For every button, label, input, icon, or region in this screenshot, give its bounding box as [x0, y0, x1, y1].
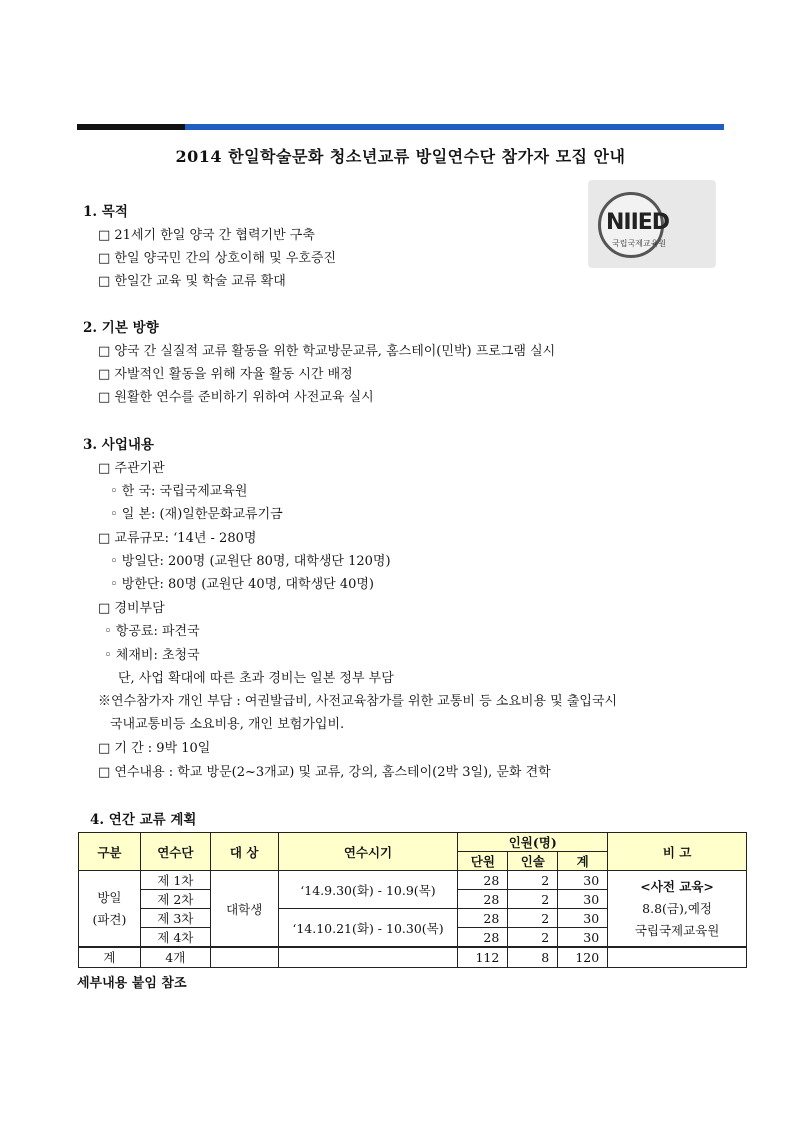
target-cell: 대학생 [210, 871, 278, 948]
list-item: □ 연수내용 : 학교 방문(2~3개교) 및 교류, 강의, 홈스테이(2박 3일), 문화 견학 [98, 765, 551, 780]
header-note: 비 고 [608, 833, 747, 871]
total-cell: 30 [558, 871, 608, 890]
staff-cell: 28 [458, 871, 508, 890]
sum-total-cell: 120 [558, 947, 608, 967]
sum-staff-cell: 112 [458, 947, 508, 967]
list-item: □ 한일간 교육 및 학술 교류 확대 [98, 274, 286, 289]
list-item: ◦ 항공료: 파견국 [104, 624, 200, 639]
list-item: ◦ 체재비: 초청국 [104, 648, 200, 663]
list-item: 국내교통비등 소요비용, 개인 보험가입비. [110, 717, 345, 732]
list-item: □ 교류규모: ‘14년 - 280명 [98, 531, 257, 546]
list-item: ◦ 방일단: 200명 (교원단 80명, 대학생단 120명) [110, 554, 391, 569]
list-item: □ 주관기관 [98, 461, 165, 476]
list-item: □ 원활한 연수를 준비하기 위하여 사전교육 실시 [98, 390, 374, 405]
total-cell: 30 [558, 928, 608, 948]
header-people: 인원(명) [458, 833, 608, 852]
sum-label-cell: 계 [79, 947, 141, 967]
group-cell: 방일 (파견) [79, 871, 141, 948]
footnote: 세부내용 붙임 참조 [77, 976, 187, 991]
lead-cell: 2 [508, 871, 558, 890]
team-cell: 제 4차 [140, 928, 210, 948]
sum-target-cell [210, 947, 278, 967]
section-3-heading: 3. 사업내용 [83, 437, 154, 453]
note-line: <사전 교육> [640, 878, 714, 894]
header-staff: 단원 [458, 852, 508, 871]
list-item: ◦ 한 국: 국립국제교육원 [110, 484, 248, 499]
staff-cell: 28 [458, 928, 508, 948]
header-lead: 인솔 [508, 852, 558, 871]
lead-cell: 2 [508, 890, 558, 909]
list-item: □ 자발적인 활동을 위해 자율 활동 시간 배정 [98, 367, 353, 382]
header-team: 연수단 [140, 833, 210, 871]
period-cell: ‘14.10.21(화) - 10.30(목) [278, 909, 458, 948]
sum-note-cell [608, 947, 747, 967]
niied-logo [588, 180, 716, 268]
list-item: ※연수참가자 개인 부담 : 여권발급비, 사전교육참가를 위한 교통비 등 소요비용 및 출입국시 [98, 694, 618, 709]
list-item: □ 21세기 한일 양국 간 협력기반 구축 [98, 228, 315, 243]
header-target: 대 상 [210, 833, 278, 871]
list-item: □ 경비부담 [98, 601, 165, 616]
note-line: 국립국제교육원 [634, 922, 720, 938]
note-cell [608, 871, 747, 948]
note-line: 8.8(금),예정 [642, 900, 712, 916]
exchange-plan-table [78, 832, 747, 968]
team-cell: 제 3차 [140, 909, 210, 928]
page-title: 2014 한일학술문화 청소년교류 방일연수단 참가자 모집 안내 [175, 147, 626, 166]
period-cell: ‘14.9.30(화) - 10.9(목) [278, 871, 458, 909]
list-item: ◦ 방한단: 80명 (교원단 40명, 대학생단 40명) [110, 577, 374, 592]
sum-period-cell [278, 947, 458, 967]
list-item: □ 한일 양국민 간의 상호이해 및 우호증진 [98, 251, 337, 266]
staff-cell: 28 [458, 909, 508, 928]
staff-cell: 28 [458, 890, 508, 909]
total-cell: 30 [558, 909, 608, 928]
list-item: 단, 사업 확대에 따른 초과 경비는 일본 정부 부담 [118, 671, 394, 686]
team-cell: 제 2차 [140, 890, 210, 909]
logo-subtitle: 국립국제교육원 [612, 239, 667, 248]
header-gubun: 구분 [79, 833, 141, 871]
section-1-heading: 1. 목적 [83, 204, 128, 220]
header-rule-blue [185, 124, 724, 130]
sum-team-cell: 4개 [140, 947, 210, 967]
team-cell: 제 1차 [140, 871, 210, 890]
logo-mark: NIIED [606, 210, 670, 235]
lead-cell: 2 [508, 928, 558, 948]
section-4-heading: 4. 연간 교류 계획 [90, 812, 197, 828]
section-2-heading: 2. 기본 방향 [83, 320, 159, 336]
header-rule [77, 124, 724, 130]
list-item: □ 양국 간 실질적 교류 활동을 위한 학교방문교류, 홈스테이(민박) 프로그램 실시 [98, 344, 556, 359]
header-rule-dark [77, 124, 185, 130]
list-item: □ 기 간 : 9박 10일 [98, 741, 211, 756]
header-total: 계 [558, 852, 608, 871]
total-cell: 30 [558, 890, 608, 909]
lead-cell: 2 [508, 909, 558, 928]
header-period: 연수시기 [278, 833, 458, 871]
sum-lead-cell: 8 [508, 947, 558, 967]
list-item: ◦ 일 본: (재)일한문화교류기금 [110, 507, 283, 522]
